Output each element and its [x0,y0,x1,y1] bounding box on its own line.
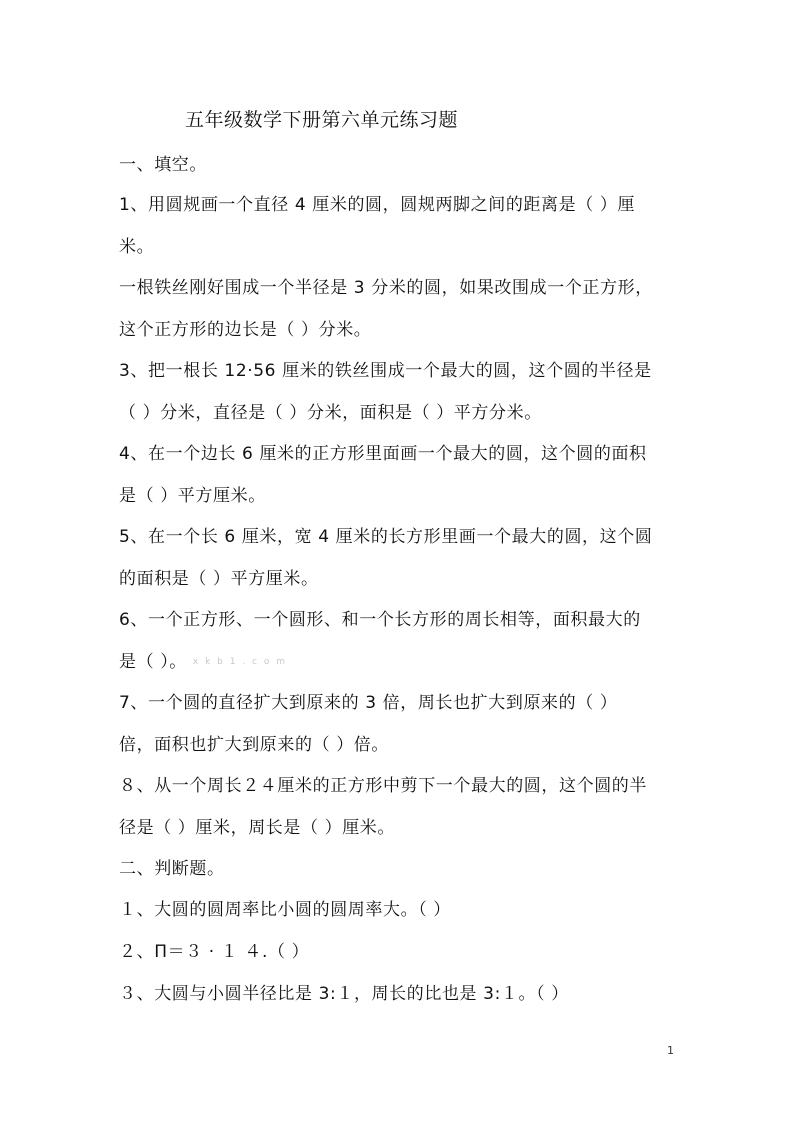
question-6-line-1: 6、一个正方形、一个圆形、和一个长方形的周长相等，面积最大的 [119,610,641,630]
question-5-line-1: 5、在一个长 6 厘米，宽 4 厘米的长方形里画一个最大的圆，这个圆 [119,527,653,547]
question-4-line-1: 4、在一个边长 6 厘米的正方形里面画一个最大的圆，这个圆的面积 [119,444,647,464]
section-heading-fill-blank: 一、填空。 [119,155,207,175]
judgement-1: １、大圆的圆周率比小圆的圆周率大。（ ） [119,900,451,920]
question-5-line-2: 的面积是（ ）平方厘米。 [119,569,319,589]
question-7-line-1: 7、一个圆的直径扩大到原来的 3 倍，周长也扩大到原来的（ ） [119,693,618,713]
question-8-line-1: ８、从一个周长２４厘米的正方形中剪下一个最大的圆，这个圆的半 [119,776,647,796]
question-2-line-1: 一根铁丝刚好围成一个半径是 3 分米的圆，如果改围成一个正方形， [119,278,653,298]
question-8-line-2: 径是（ ）厘米，周长是（ ）厘米。 [119,818,396,838]
judgement-2: ２、Π＝３ · １ ４.（ ） [119,942,310,962]
question-2-line-2: 这个正方形的边长是（ ）分米。 [119,320,372,340]
page-number: 1 [667,1044,674,1057]
question-6-line-2 [119,647,287,672]
question-7-line-2: 倍，面积也扩大到原来的（ ）倍。 [119,735,390,755]
document-title: 五年级数学下册第六单元练习题 [185,109,459,131]
question-1-line-1: 1、用圆规画一个直径 4 厘米的圆，圆规两脚之间的距离是（ ）厘 [119,195,636,215]
judgement-3: ３、大圆与小圆半径比是 3:１，周长的比也是 3:１。（ ） [119,984,569,1004]
question-3-line-2: （ ）分米，直径是（ ）分米，面积是（ ）平方分米。 [119,403,542,423]
question-4-line-2: 是（ ）平方厘米。 [119,486,266,506]
section-heading-judgement: 二、判断题。 [119,859,225,879]
question-3-line-1: 3、把一根长 12·56 厘米的铁丝围成一个最大的圆，这个圆的半径是 [119,361,652,381]
question-6-line-2-text: 是（ ）。 [119,652,187,672]
watermark-text: x k b 1 . c o m [192,657,287,667]
question-1-line-2: 米。 [119,237,155,257]
